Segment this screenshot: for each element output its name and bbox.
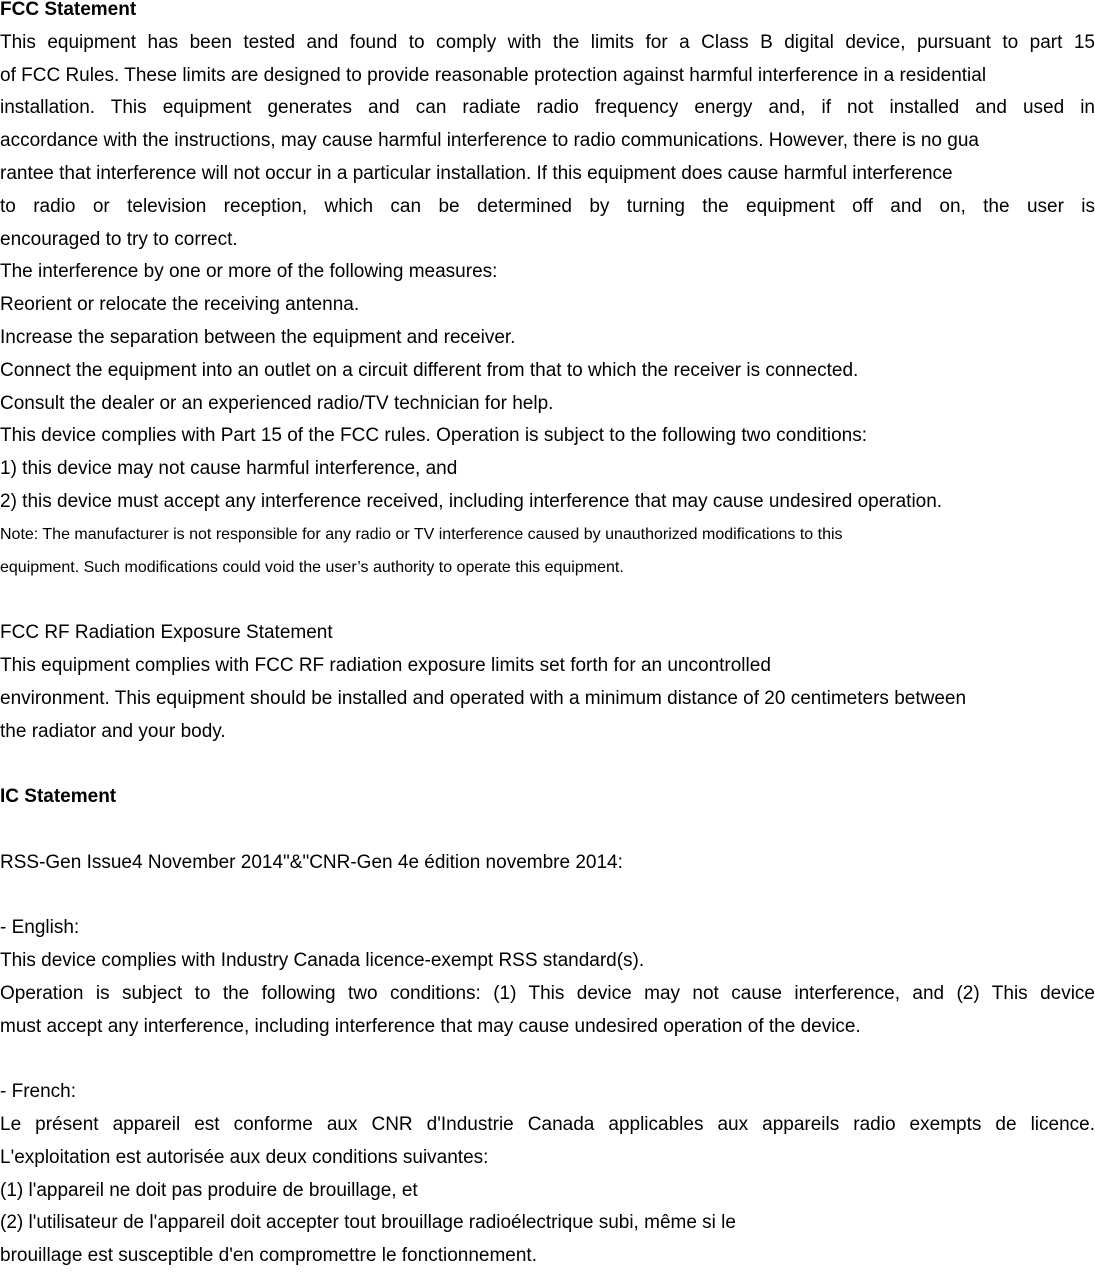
condition-item: 1) this device may not cause harmful interference, and [0, 458, 458, 480]
spacer [0, 814, 1095, 847]
ic-title: IC Statement [0, 786, 117, 808]
rf-line: the radiator and your body. [0, 720, 226, 742]
measure-item: Consult the dealer or an experienced radio/TV technician for help. [0, 392, 554, 414]
spacer [0, 748, 1095, 781]
spacer [0, 880, 1095, 913]
rf-title: FCC RF Radiation Exposure Statement [0, 622, 333, 644]
spacer [0, 1044, 1095, 1077]
rss-line: RSS-Gen Issue4 November 2014"&"CNR-Gen 4e édition novembre 2014: [0, 851, 623, 873]
measure-item: Reorient or relocate the receiving antenna. [0, 294, 360, 316]
spacer [0, 584, 1095, 617]
note-line: Note: The manufacturer is not responsible for any radio or TV interference caused by unauthorized modifications to this [0, 525, 843, 543]
english-line: This device complies with Industry Canada licence-exempt RSS standard(s). [0, 950, 645, 972]
condition-item: 2) this device must accept any interference received, including interference that may cause undesired operation. [0, 490, 943, 512]
measure-item: Increase the separation between the equipment and receiver. [0, 326, 516, 348]
measure-item: Connect the equipment into an outlet on a circuit different from that to which the receiver is connected. [0, 359, 859, 381]
fcc-paragraph-line: rantee that interference will not occur in a particular installation. If this equipment does cause harmful interference [0, 162, 953, 184]
fcc-title: FCC Statement [0, 0, 137, 20]
english-label: - English: [0, 917, 80, 939]
french-line: (2) l'utilisateur de l'appareil doit accepter tout brouillage radioélectrique subi, même si le [0, 1212, 736, 1234]
english-line: must accept any interference, including interference that may cause undesired operation of the device. [0, 1015, 861, 1037]
fcc-paragraph-line: to radio or television reception, which can be determined by turning the equipment off and on, the user is [0, 195, 1095, 217]
measures-intro: The interference by one or more of the following measures: [0, 261, 498, 283]
fcc-paragraph-line: installation. This equipment generates and can radiate radio frequency energy and, if not installed and used in [0, 97, 1095, 119]
note-line: equipment. Such modifications could void the user’s authority to operate this equipment. [0, 558, 624, 576]
rf-section [0, 617, 1095, 748]
fcc-paragraph-line: of FCC Rules. These limits are designed to provide reasonable protection against harmful interference in a residential [0, 64, 987, 86]
part15-intro: This device complies with Part 15 of the FCC rules. Operation is subject to the following two conditions: [0, 425, 868, 447]
ic-section [0, 781, 1095, 1273]
fcc-paragraph-line: encouraged to try to correct. [0, 228, 238, 250]
fcc-paragraph-line: This equipment has been tested and found to comply with the limits for a Class B digital device, pursuant to part 15 [0, 31, 1095, 53]
french-line: brouillage est susceptible d'en compromettre le fonctionnement. [0, 1245, 537, 1267]
rf-line: This equipment complies with FCC RF radiation exposure limits set forth for an uncontrolled [0, 654, 771, 676]
french-line: Le présent appareil est conforme aux CNR d'Industrie Canada applicables aux appareils radio exempts de licence. [0, 1114, 1095, 1136]
fcc-paragraph-line: accordance with the instructions, may cause harmful interference to radio communications. However, there is no gua [0, 130, 979, 152]
french-line: (1) l'appareil ne doit pas produire de brouillage, et [0, 1179, 418, 1201]
rf-line: environment. This equipment should be installed and operated with a minimum distance of 20 centimeters between [0, 687, 967, 709]
fcc-section [0, 0, 1095, 584]
french-line: L'exploitation est autorisée aux deux conditions suivantes: [0, 1146, 489, 1168]
english-line: Operation is subject to the following two conditions: (1) This device may not cause interference, and (2) This device [0, 982, 1095, 1004]
french-label: - French: [0, 1081, 77, 1103]
